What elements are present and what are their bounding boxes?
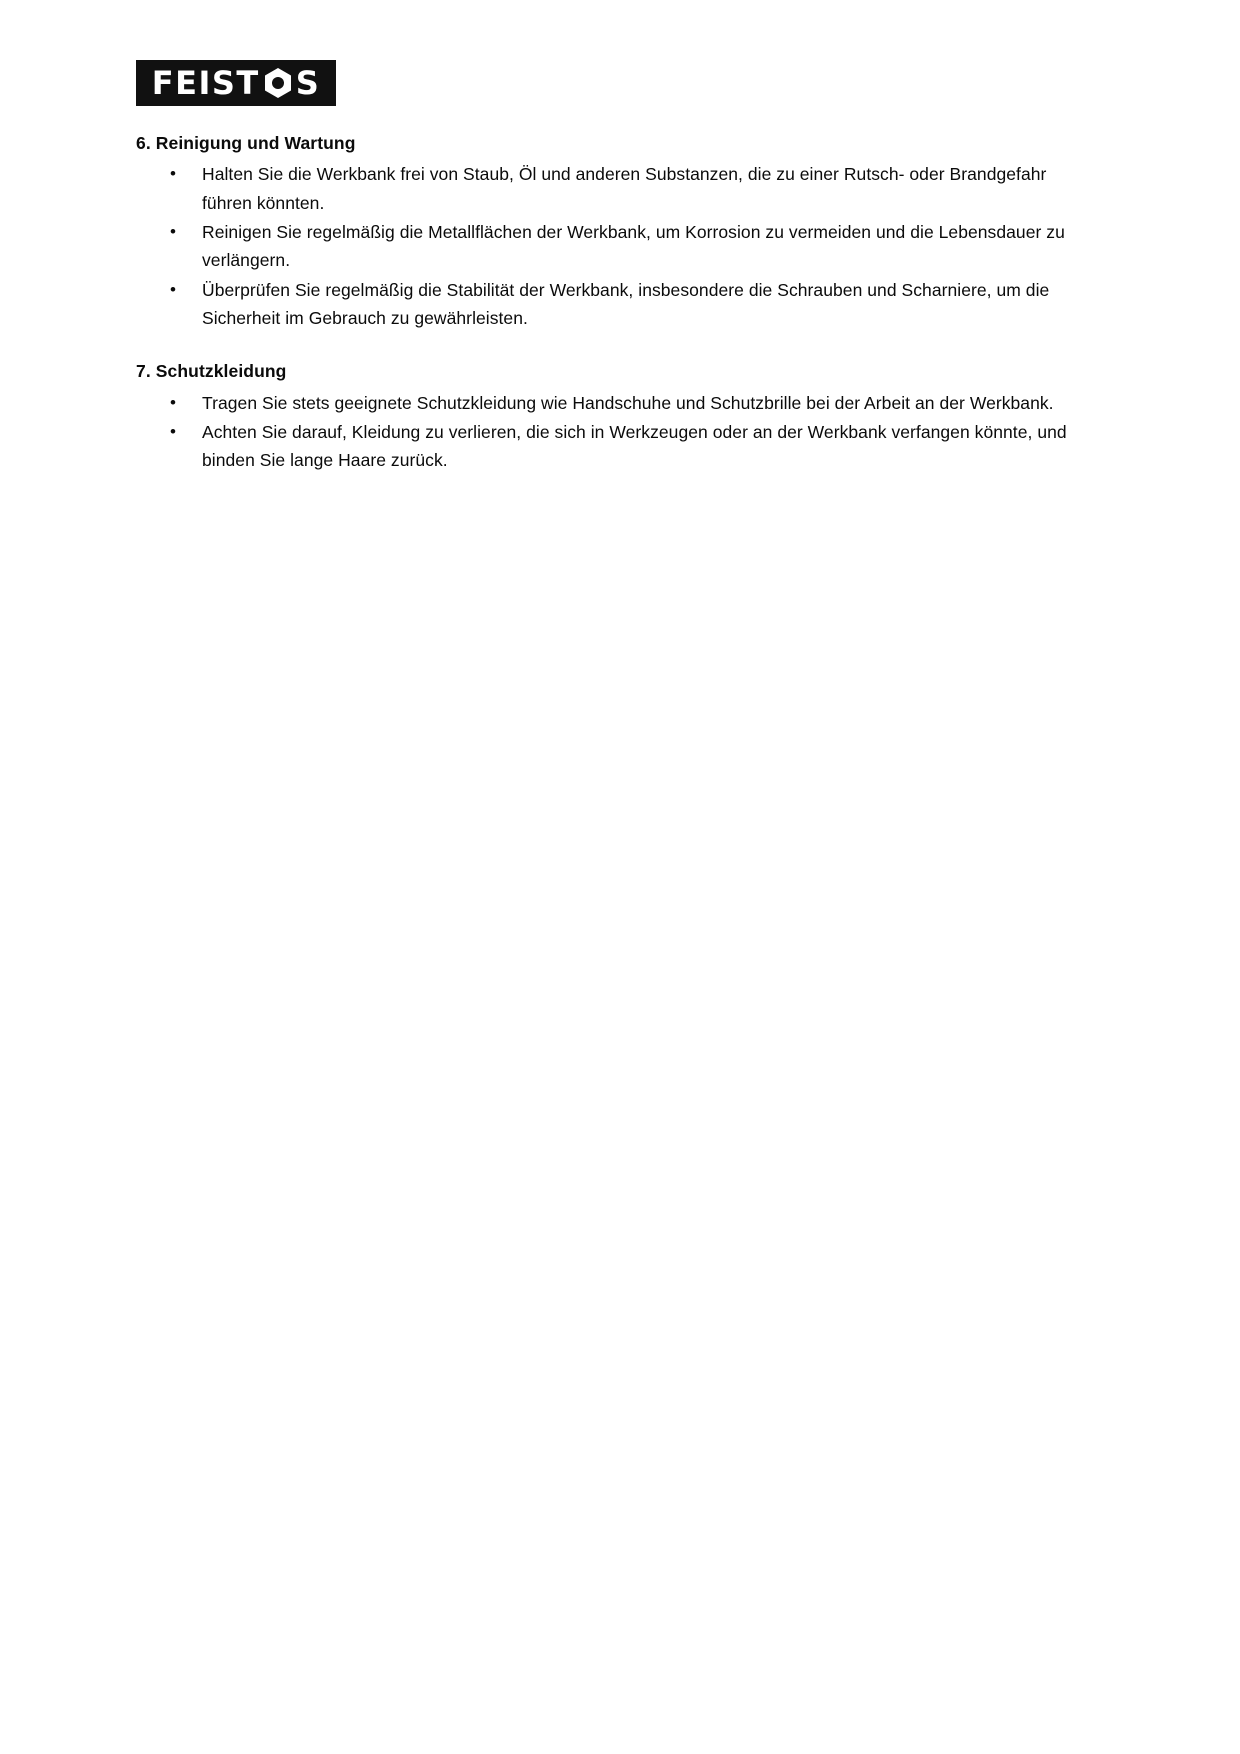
brand-logo bbox=[136, 60, 336, 106]
list-item bbox=[136, 218, 1096, 275]
logo-content bbox=[151, 64, 321, 102]
bullet-icon: • bbox=[170, 164, 177, 184]
logo-background bbox=[136, 60, 336, 106]
logo-wordmark-right: S bbox=[295, 64, 321, 102]
list-item bbox=[136, 160, 1096, 217]
list-item bbox=[136, 389, 1096, 417]
bullet-icon: • bbox=[170, 421, 177, 441]
list-item-text: Tragen Sie stets geeignete Schutzkleidung wie Handschuhe und Schutzbrille bei der Arbeit an der Werkbank. bbox=[202, 392, 1054, 413]
list-item bbox=[136, 276, 1096, 333]
bullet-icon: • bbox=[170, 392, 177, 412]
bullet-list bbox=[136, 160, 1096, 332]
section-heading: 6. Reinigung und Wartung bbox=[136, 133, 356, 153]
list-item-text: Reinigen Sie regelmäßig die Metallflächen der Werkbank, um Korrosion zu vermeiden und die Lebensdauer zu verlängern. bbox=[202, 221, 1065, 271]
bullet-icon: • bbox=[170, 221, 177, 241]
list-item-text: Halten Sie die Werkbank frei von Staub, Öl und anderen Substanzen, die zu einer Rutsch- oder Brandgefahr führen könnten. bbox=[202, 164, 1047, 213]
bullet-icon: • bbox=[170, 279, 177, 299]
section-heading: 7. Schutzkleidung bbox=[136, 361, 287, 382]
hexagon-ring-icon bbox=[263, 67, 293, 99]
section-schutzkleidung bbox=[136, 358, 1096, 474]
document-content bbox=[136, 130, 1096, 501]
list-item-text: Überprüfen Sie regelmäßig die Stabilität der Werkbank, insbesondere die Schrauben und Scharniere, um die Sicherheit im Gebrauch zu gewährleisten. bbox=[202, 279, 1050, 328]
list-item-text: Achten Sie darauf, Kleidung zu verlieren, die sich in Werkzeugen oder an der Werkbank verfangen könnte, und binden Sie lange Haare zurück. bbox=[202, 421, 1067, 471]
bullet-list bbox=[136, 389, 1096, 475]
list-item bbox=[136, 418, 1096, 475]
logo-wordmark-left: FEIST bbox=[151, 64, 260, 102]
section-reinigung-und-wartung bbox=[136, 130, 1096, 332]
